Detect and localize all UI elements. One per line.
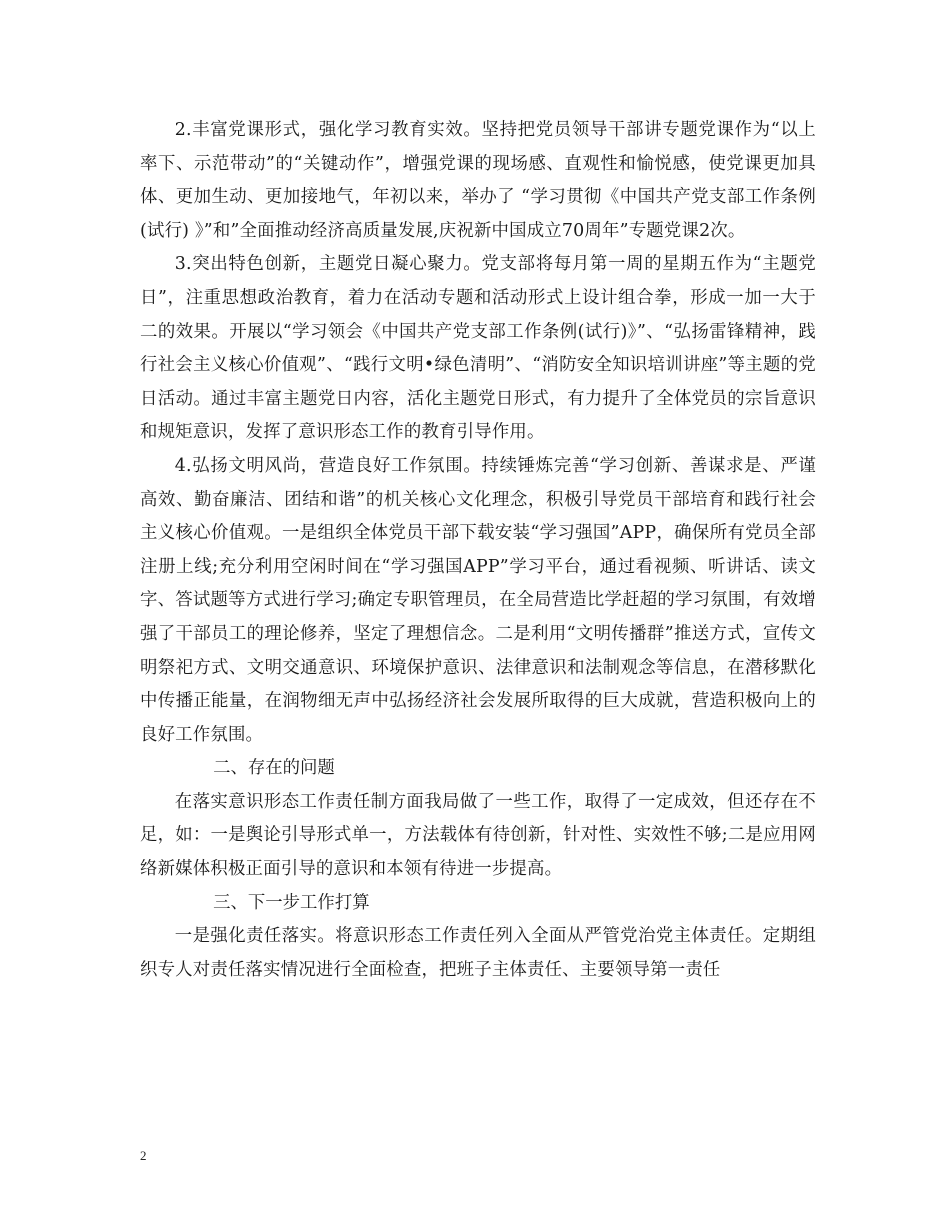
section-heading-problems: 二、存在的问题 xyxy=(213,758,335,779)
paragraph-civilization: 4.弘扬文明风尚，营造良好工作氛围。持续锤炼完善“学习创新、善谋求是、严谨高效、勤奋廉洁、团结和谐”的机关核心文化理念，积极引导党员干部培育和践行社会主义核心价值观。一是组织全体党员干部下载安装“学习强国”APP，确保所有党员全部注册上线;充分利用空闲时间在“学习强国APP”学习平台，通过看视频、听讲话、读文字、答试题等方式进行学习;确定专职管理员，在全局营造比学赶超的学习氛围，有效增强了干部员工的理论修养，坚定了理想信念。二是利用“文明传播群”推送方式，宣传文明祭祀方式、文明交通意识、环境保护意识、法律意识和法制观念等信息，在潜移默化中传播正能量，在润物细无声中弘扬经济社会发展所取得的巨大成就，营造积极向上的良好工作氛围。 xyxy=(140,455,816,745)
paragraph-theme-party-day: 3.突出特色创新，主题党日凝心聚力。党支部将每月第一周的星期五作为“主题党日”，注重思想政治教育，着力在活动专题和活动形式上设计组合拳，形成一加一大于二的效果。开展以“学习领会《中国共产党支部工作条例(试行)》”、“弘扬雷锋精神，践行社会主义核心价值观”、“践行文明•绿色清明”、“消防安全知识培训讲座”等主题的党日活动。通过丰富主题党日内容，活化主题党日形式，有力提升了全体党员的宗旨意识和规矩意识，发挥了意识形态工作的教育引导作用。 xyxy=(140,254,816,443)
page-number: 2 xyxy=(140,1148,147,1163)
paragraph-next-steps: 一是强化责任落实。将意识形态工作责任列入全面从严管党治党主体责任。定期组织专人对责任落实情况进行全面检查，把班子主体责任、主要领导第一责任 xyxy=(140,926,816,980)
paragraph-party-lecture: 2.丰富党课形式，强化学习教育实效。坚持把党员领导干部讲专题党课作为“以上率下、示范带动”的“关键动作”，增强党课的现场感、直观性和愉悦感，使党课更加具体、更加生动、更加接地气，年初以来，举办了 “学习贯彻《中国共产党支部工作条例(试行) 》”和”全面推动经济高质量发展,庆祝新中国成立70周年”专题党课2次。 xyxy=(140,120,816,241)
section-heading-next-steps: 三、下一步工作打算 xyxy=(213,892,370,913)
document-body xyxy=(140,114,816,987)
paragraph-problems: 在落实意识形态工作责任制方面我局做了一些工作，取得了一定成效，但还存在不足，如：一是舆论引导形式单一，方法载体有待创新，针对性、实效性不够;二是应用网络新媒体积极正面引导的意识和本领有待进一步提高。 xyxy=(140,791,816,880)
